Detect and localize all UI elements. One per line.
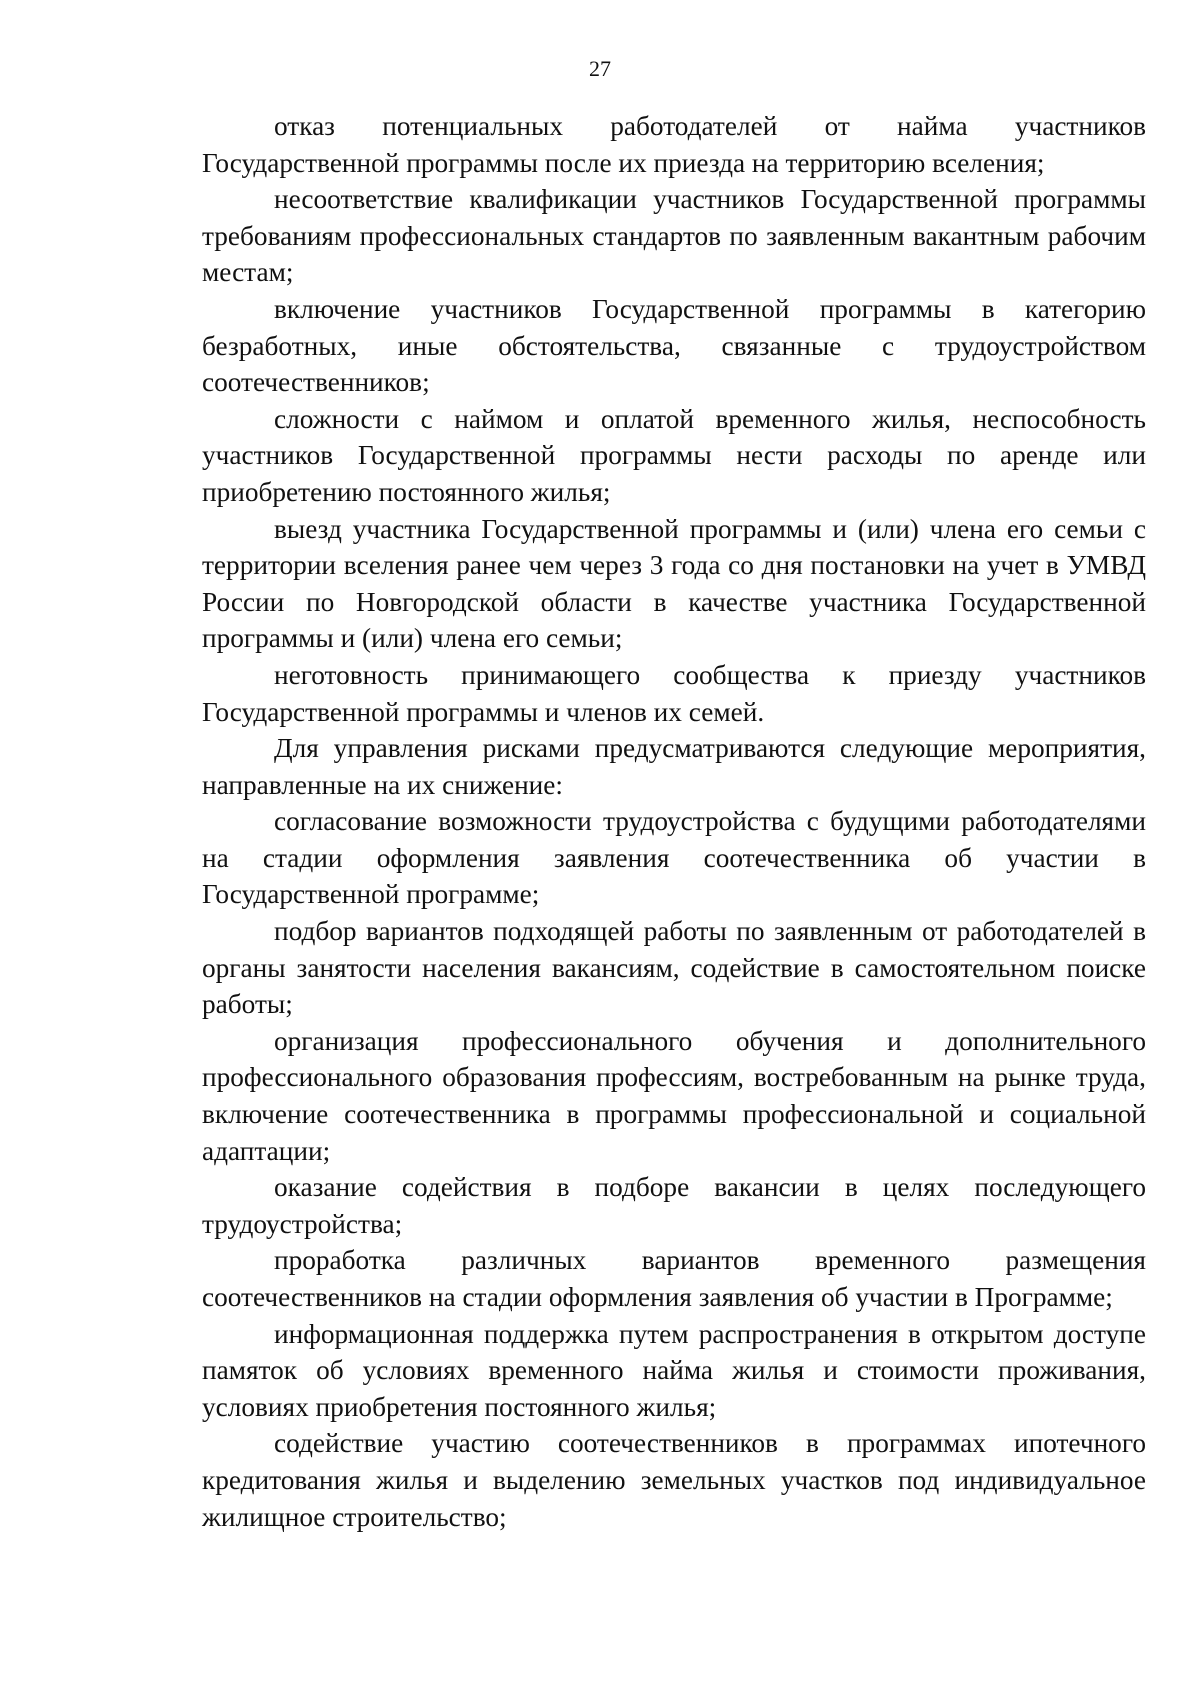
- paragraph: информационная поддержка путем распространения в открытом доступе памяток об условиях временного найма жилья и стоимости проживания, условиях приобретения постоянного жилья;: [202, 1318, 1146, 1422]
- document-body: [202, 108, 1146, 1535]
- paragraph: проработка различных вариантов временного размещения соотечественников на стадии оформления заявления об участии в Программе;: [202, 1245, 1146, 1312]
- paragraph: Для управления рисками предусматриваются следующие мероприятия, направленные на их снижение:: [202, 733, 1146, 800]
- paragraph: оказание содействия в подборе вакансии в целях последующего трудоустройства;: [202, 1172, 1146, 1239]
- page-number: 27: [589, 56, 611, 81]
- paragraph: неготовность принимающего сообщества к приезду участников Государственной программы и членов их семей.: [202, 659, 1146, 727]
- paragraph: отказ потенциальных работодателей от найма участников Государственной программы после их приезда на территорию вселения;: [202, 111, 1146, 178]
- paragraph: организация профессионального обучения и дополнительного профессионального образования профессиям, востребованным на рынке труда, включение соотечественника в программы профессиональной и социальной адаптации;: [202, 1025, 1146, 1166]
- paragraph: подбор вариантов подходящей работы по заявленным от работодателей в органы занятости населения вакансиям, содействие в самостоятельном поиске работы;: [202, 916, 1146, 1020]
- paragraph: включение участников Государственной программы в категорию безработных, иные обстоятельства, связанные с трудоустройством соотечественников;: [202, 293, 1146, 398]
- paragraph: несоответствие квалификации участников Государственной программы требованиям профессиональных стандартов по заявленным вакантным рабочим местам;: [202, 184, 1146, 288]
- paragraph: содействие участию соотечественников в программах ипотечного кредитования жилья и выделению земельных участков под индивидуальное жилищное строительство;: [202, 1428, 1146, 1532]
- paragraph: согласование возможности трудоустройства с будущими работодателями на стадии оформления заявления соотечественника об участии в Государственной программе;: [202, 806, 1146, 910]
- paragraph: выезд участника Государственной программы и (или) члена его семьи с территории вселения ранее чем через 3 года со дня постановки на учет в УМВД России по Новгородской области в качестве участника Государственной программы и (или) члена его семьи;: [202, 513, 1146, 654]
- paragraph: сложности с наймом и оплатой временного жилья, неспособность участников Государственной программы нести расходы по аренде или приобретению постоянного жилья;: [202, 403, 1146, 507]
